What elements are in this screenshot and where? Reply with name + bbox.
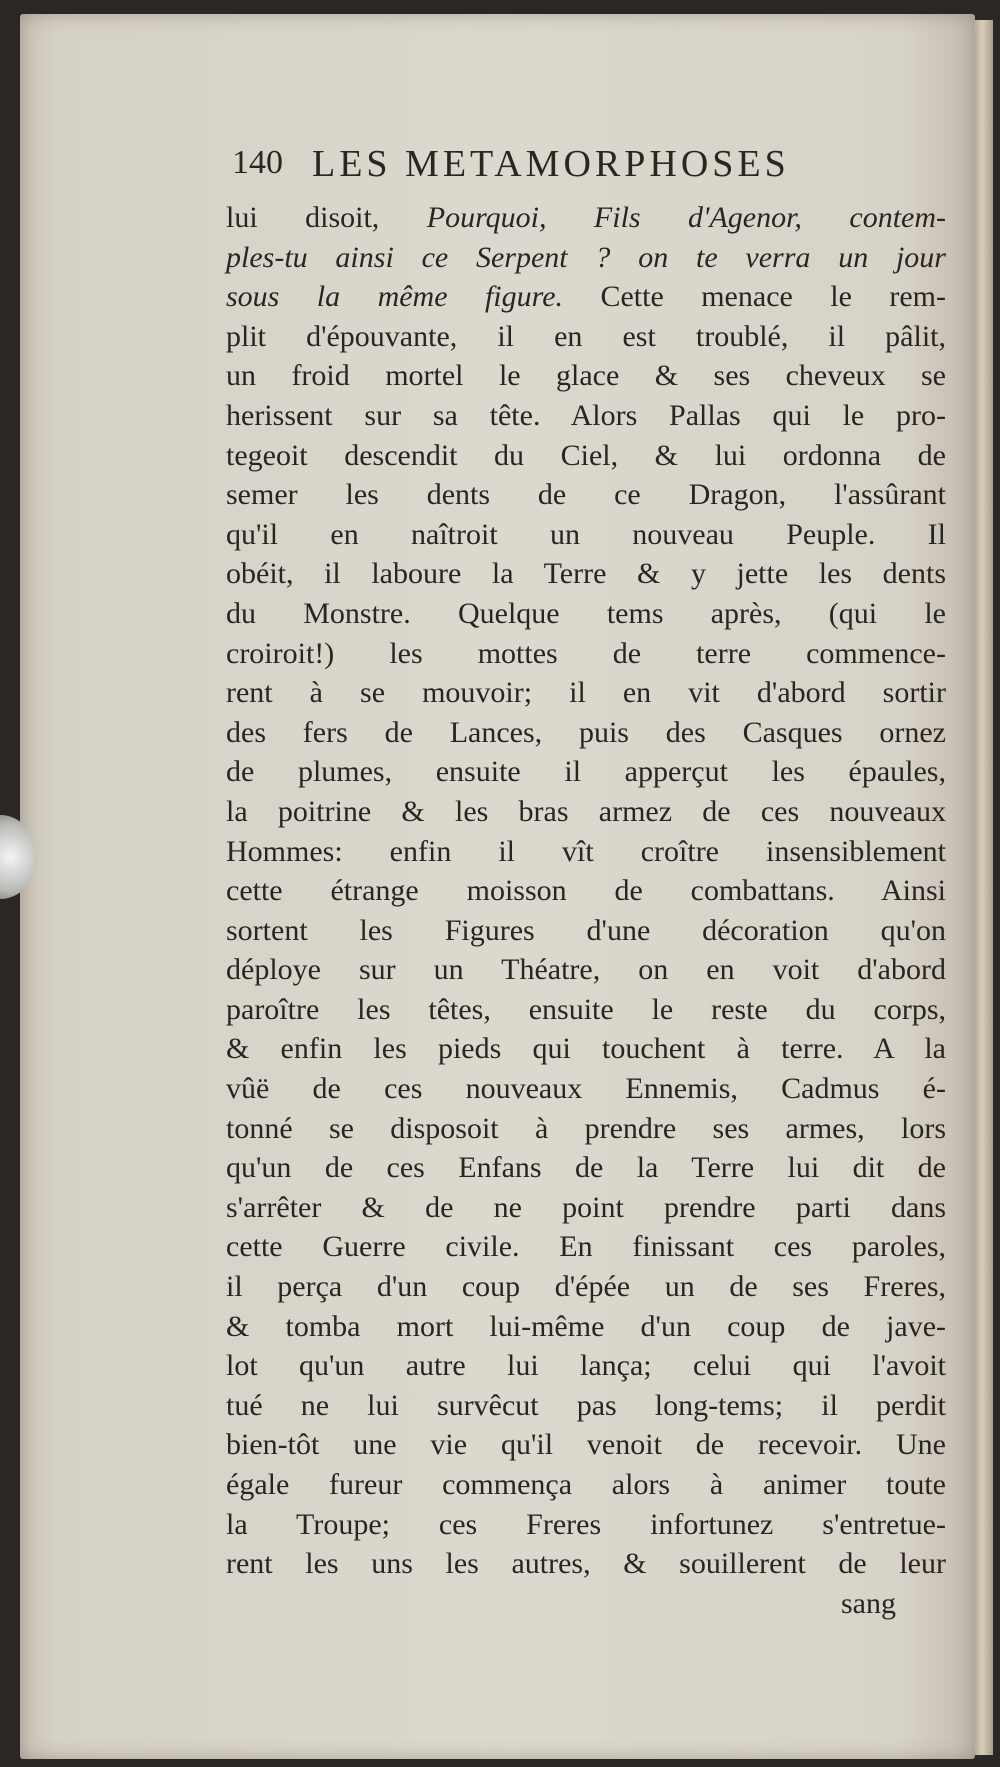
- text-line: [226, 1346, 946, 1386]
- text-line-pre: tegeoit descendit du Ciel, & lui ordonna de: [226, 438, 946, 472]
- text-line-post: Cette menace le rem-: [563, 280, 946, 314]
- text-line-italic: ples-tu ainsi ce Serpent ? on te verra un jour: [226, 240, 946, 274]
- text-line: [226, 436, 946, 476]
- text-line: [226, 1425, 946, 1465]
- text-line-italic: Pourquoi, Fils d'Agenor, contem-: [426, 201, 947, 234]
- text-line-pre: des fers de Lances, puis des Casques ornez: [226, 715, 946, 749]
- text-line: [226, 634, 946, 674]
- text-line: [226, 1544, 946, 1584]
- text-line-pre: rent à se mouvoir; il en vit d'abord sortir: [226, 676, 946, 710]
- text-line-pre: rent les uns les autres, & souillerent de leur: [226, 1547, 946, 1581]
- text-line-pre: il perça d'un coup d'épée un de ses Freres,: [226, 1270, 946, 1304]
- body-text: [226, 198, 946, 1623]
- text-line: [226, 1505, 946, 1545]
- page-header: [232, 142, 892, 184]
- text-line-pre: de plumes, ensuite il apperçut les épaules,: [226, 755, 946, 789]
- text-line: [226, 990, 946, 1030]
- page-edge: [975, 20, 993, 1755]
- text-line: [226, 713, 946, 753]
- running-head: LES METAMORPHOSES: [312, 143, 790, 185]
- text-line-pre: lot qu'un autre lui lança; celui qui l'avoit: [226, 1349, 946, 1383]
- text-line-pre: croiroit!) les mottes de terre commence-: [226, 636, 946, 670]
- text-line-pre: tonné se disposoit à prendre ses armes, lors: [226, 1111, 946, 1145]
- text-line: [226, 1188, 946, 1228]
- text-line: [226, 1029, 946, 1069]
- text-line-pre: s'arrêter & de ne point prendre parti dans: [226, 1190, 946, 1224]
- text-line-pre: semer les dents de ce Dragon, l'assûrant: [226, 478, 946, 512]
- text-line: [226, 396, 946, 436]
- text-line: [226, 950, 946, 990]
- text-line: [226, 198, 946, 238]
- text-line: [226, 554, 946, 594]
- text-line-pre: la Troupe; ces Freres infortunez s'entretue-: [226, 1507, 946, 1541]
- text-line-pre: obéit, il laboure la Terre & y jette les dents: [226, 557, 946, 591]
- text-line-pre: lui disoit,: [226, 201, 427, 234]
- text-line-pre: qu'un de ces Enfans de la Terre lui dit de: [226, 1151, 946, 1185]
- catchword: sang: [841, 1586, 896, 1620]
- text-line: [226, 1148, 946, 1188]
- text-line: [226, 475, 946, 515]
- text-line-pre: tué ne lui survêcut pas long-tems; il perdit: [226, 1388, 946, 1422]
- text-line: [226, 673, 946, 713]
- text-line: [226, 871, 946, 911]
- text-line-pre: paroître les têtes, ensuite le reste du corps,: [226, 992, 946, 1026]
- text-line-pre: vûë de ces nouveaux Ennemis, Cadmus é-: [226, 1072, 946, 1106]
- text-line-pre: cette étrange moisson de combattans. Ainsi: [226, 874, 946, 908]
- text-line: [226, 832, 946, 872]
- text-line: [226, 317, 946, 357]
- text-line: [226, 1267, 946, 1307]
- text-line-pre: déploye sur un Théatre, on en voit d'abord: [226, 953, 946, 987]
- text-line-pre: égale fureur commença alors à animer toute: [226, 1468, 946, 1501]
- text-line-pre: plit d'épouvante, il en est troublé, il pâlit,: [226, 319, 946, 353]
- text-line-pre: la poitrine & les bras armez de ces nouveaux: [226, 794, 946, 828]
- text-line-pre: bien-tôt une vie qu'il venoit de recevoir. Une: [226, 1428, 946, 1462]
- page-number: 140: [232, 144, 283, 181]
- text-line: [226, 752, 946, 792]
- text-line: [226, 1109, 946, 1149]
- text-line: [226, 1069, 946, 1109]
- text-line-pre: du Monstre. Quelque tems après, (qui le: [226, 596, 946, 630]
- text-line-pre: sortent les Figures d'une décoration qu'on: [226, 913, 946, 947]
- text-line: [226, 515, 946, 555]
- text-line-pre: & tomba mort lui-même d'un coup de jave-: [226, 1309, 946, 1343]
- text-line: [226, 1386, 946, 1426]
- text-line: [226, 792, 946, 832]
- text-line: [226, 911, 946, 951]
- text-line-pre: un froid mortel le glace & ses cheveux se: [226, 359, 946, 393]
- text-line-pre: Hommes: enfin il vît croître insensiblement: [226, 834, 946, 868]
- text-line-pre: qu'il en naîtroit un nouveau Peuple. Il: [226, 517, 946, 551]
- text-line-italic: sous la même figure.: [226, 280, 564, 314]
- text-line-pre: & enfin les pieds qui touchent à terre. A la: [226, 1032, 946, 1066]
- text-line: [226, 1227, 946, 1267]
- text-line: [226, 238, 946, 278]
- text-line: [226, 1307, 946, 1347]
- text-line-pre: cette Guerre civile. En finissant ces paroles,: [226, 1230, 946, 1264]
- text-line: [226, 594, 946, 634]
- text-line: [226, 1465, 946, 1505]
- text-line-pre: herissent sur sa tête. Alors Pallas qui le pro-: [226, 398, 946, 432]
- text-line: [226, 356, 946, 396]
- text-line: [226, 277, 946, 317]
